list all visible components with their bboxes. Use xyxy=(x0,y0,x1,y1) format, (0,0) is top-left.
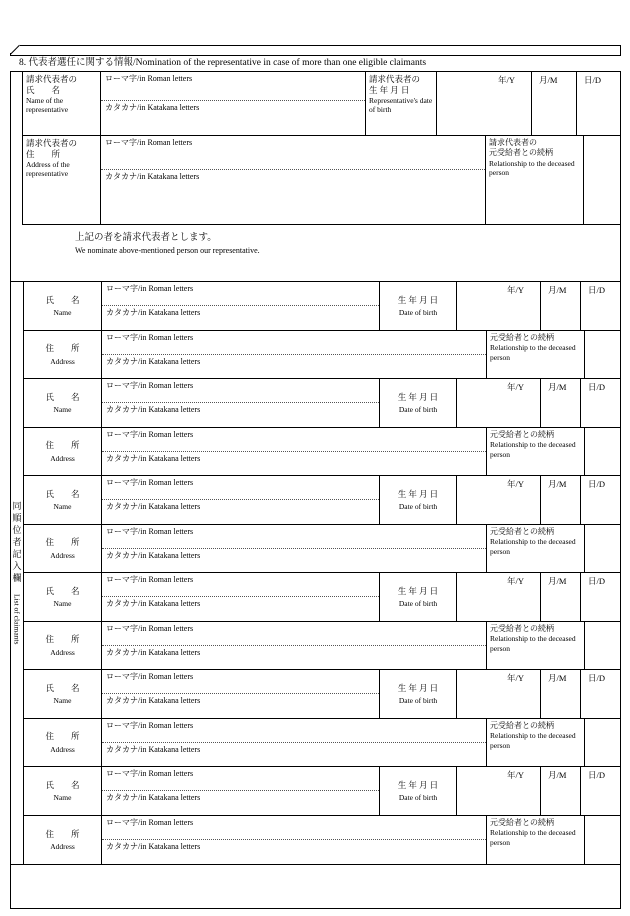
representative-name-label-ja2: 氏 名 xyxy=(26,85,61,96)
claimant-relationship-input-cell[interactable] xyxy=(585,525,620,572)
claimants-side-label xyxy=(11,282,24,864)
claimant-address-label xyxy=(24,428,102,475)
representative-relationship-label xyxy=(486,136,584,224)
claimant-address-label-ja: 住 所 xyxy=(45,731,80,742)
claimant-dob-year-field[interactable]: 年/Y xyxy=(506,479,524,489)
claimant-block xyxy=(24,573,620,670)
claimant-dob-month-field[interactable]: 月/M xyxy=(540,670,580,718)
claimant-address-label xyxy=(24,719,102,766)
claimant-name-label-ja: 氏 名 xyxy=(45,488,80,499)
claimant-relationship-label-en: Relationship to the deceased person xyxy=(490,537,576,556)
claimant-address-label-ja: 住 所 xyxy=(45,343,80,354)
claimant-address-input-cell xyxy=(102,428,487,475)
representative-address-katakana-field[interactable]: カタカナ/in Katakana letters xyxy=(105,172,200,181)
claimant-relationship-label xyxy=(487,331,585,378)
representative-dob-label xyxy=(366,72,437,135)
claimant-relationship-label-ja: 元受給者との続柄 xyxy=(490,430,554,439)
claimant-name-katakana-field[interactable]: カタカナ/in Katakana letters xyxy=(106,308,201,317)
representative-address-roman-field[interactable]: ローマ字/in Roman letters xyxy=(101,136,485,170)
representative-name-label xyxy=(23,72,101,135)
claimant-dob-input-cell xyxy=(457,573,620,621)
claimant-name-label-en: Name xyxy=(53,599,72,609)
claimant-name-label xyxy=(24,573,102,621)
claimant-dob-day-field[interactable]: 日/D xyxy=(580,573,620,621)
claimant-relationship-input-cell[interactable] xyxy=(585,816,620,864)
claimant-address-roman-field[interactable]: ローマ字/in Roman letters xyxy=(102,331,486,355)
claimant-dob-year-field[interactable]: 年/Y xyxy=(506,673,524,683)
claimant-name-roman-field[interactable]: ローマ字/in Roman letters xyxy=(102,573,379,597)
claimant-dob-label-en: Date of birth xyxy=(398,599,438,609)
claimant-name-katakana-field[interactable]: カタカナ/in Katakana letters xyxy=(106,502,201,511)
claimant-address-input-cell xyxy=(102,622,487,669)
claimant-dob-day-field[interactable]: 日/D xyxy=(580,476,620,524)
representative-dob-day-field[interactable]: 日/D xyxy=(576,72,620,135)
claimant-dob-input-cell xyxy=(457,379,620,427)
claimants-list xyxy=(24,282,620,864)
claimant-relationship-label-en: Relationship to the deceased person xyxy=(490,634,576,653)
claimant-name-label xyxy=(24,476,102,524)
claimant-address-label xyxy=(24,525,102,572)
representative-table xyxy=(22,71,621,225)
claimants-table xyxy=(10,281,621,865)
claimant-dob-month-field[interactable]: 月/M xyxy=(540,379,580,427)
claimant-name-roman-field[interactable]: ローマ字/in Roman letters xyxy=(102,670,379,694)
representative-address-label-ja1: 請求代表者の xyxy=(26,138,78,148)
claimant-address-label-ja: 住 所 xyxy=(45,634,80,645)
claimant-dob-year-field[interactable]: 年/Y xyxy=(506,285,524,295)
representative-address-label-en: Address of the representative xyxy=(26,160,70,179)
claimant-name-katakana-field[interactable]: カタカナ/in Katakana letters xyxy=(106,599,201,608)
claimant-address-label-en: Address xyxy=(50,842,75,852)
claimant-relationship-input-cell[interactable] xyxy=(585,331,620,378)
claimant-relationship-input-cell[interactable] xyxy=(585,719,620,766)
claimant-name-label xyxy=(24,282,102,330)
claimant-name-input-cell xyxy=(102,282,380,330)
claimant-dob-month-field[interactable]: 月/M xyxy=(540,767,580,815)
section-title: 8. 代表者選任に関する情報/Nomination of the representative in case of more than one eligible claimants xyxy=(10,55,621,72)
claimant-address-roman-field[interactable]: ローマ字/in Roman letters xyxy=(102,816,486,840)
representative-dob-year-field[interactable]: 年/Y xyxy=(497,75,515,85)
representative-address-label xyxy=(23,136,101,224)
claimant-address-roman-field[interactable]: ローマ字/in Roman letters xyxy=(102,525,486,549)
claimant-name-label-en: Name xyxy=(53,308,72,318)
claimant-dob-day-field[interactable]: 日/D xyxy=(580,379,620,427)
claimant-dob-year-field[interactable]: 年/Y xyxy=(506,576,524,586)
claimant-relationship-label xyxy=(487,719,585,766)
claimant-address-label-ja: 住 所 xyxy=(45,440,80,451)
claimant-dob-input-cell xyxy=(457,767,620,815)
claimant-relationship-label-ja: 元受給者との続柄 xyxy=(490,333,554,342)
representative-relationship-input-cell[interactable] xyxy=(584,136,620,224)
claimant-relationship-label-en: Relationship to the deceased person xyxy=(490,731,576,750)
claimant-address-input-cell xyxy=(102,331,487,378)
claimant-dob-label xyxy=(380,476,457,524)
claimants-side-label-en: List of claimants xyxy=(12,594,22,645)
representative-dob-label-ja1: 請求代表者の xyxy=(369,74,421,84)
nomination-statement-ja: 上記の者を請求代表者とします。 xyxy=(75,233,217,243)
claimant-address-label xyxy=(24,622,102,669)
claimant-name-label-en: Name xyxy=(53,502,72,512)
claimant-relationship-label xyxy=(487,816,585,864)
claimant-dob-day-field[interactable]: 日/D xyxy=(580,282,620,330)
claimant-name-input-cell xyxy=(102,476,380,524)
claimant-address-label-ja: 住 所 xyxy=(45,828,80,839)
claimant-name-label xyxy=(24,767,102,815)
claimant-address-katakana-field[interactable]: カタカナ/in Katakana letters xyxy=(106,454,201,463)
claimant-address-label xyxy=(24,816,102,864)
claimant-dob-month-field[interactable]: 月/M xyxy=(540,282,580,330)
claimant-name-label-ja: 氏 名 xyxy=(45,294,80,305)
representative-dob-label-ja2: 生 年 月 日 xyxy=(369,85,410,96)
claimant-address-label xyxy=(24,331,102,378)
representative-name-input-cell xyxy=(101,72,366,135)
claimant-relationship-input-cell[interactable] xyxy=(585,428,620,475)
claimant-dob-label xyxy=(380,379,457,427)
claimant-dob-label-en: Date of birth xyxy=(398,793,438,803)
claimant-relationship-label-ja: 元受給者との続柄 xyxy=(490,624,554,633)
representative-address-input-cell xyxy=(101,136,486,224)
representative-relationship-label-ja2: 元受給者との続柄 xyxy=(489,148,553,158)
claimant-name-roman-field[interactable]: ローマ字/in Roman letters xyxy=(102,379,379,403)
claimant-relationship-label-ja: 元受給者との続柄 xyxy=(490,818,554,827)
claimant-name-label xyxy=(24,670,102,718)
claimant-dob-label-ja: 生 年 月 日 xyxy=(397,294,439,305)
claimant-name-label-en: Name xyxy=(53,405,72,415)
claimant-dob-label-en: Date of birth xyxy=(398,502,438,512)
representative-relationship-label-ja1: 請求代表者の xyxy=(489,138,537,147)
claimant-dob-year-field[interactable]: 年/Y xyxy=(506,382,524,392)
claimant-dob-label-ja: 生 年 月 日 xyxy=(397,585,439,596)
claimant-dob-year-field[interactable]: 年/Y xyxy=(506,770,524,780)
claimant-address-label-en: Address xyxy=(50,647,75,657)
claimant-dob-label-ja: 生 年 月 日 xyxy=(397,682,439,693)
representative-dob-month-field[interactable]: 月/M xyxy=(531,72,576,135)
claimant-block xyxy=(24,767,620,864)
claimant-relationship-label-en: Relationship to the deceased person xyxy=(490,828,576,847)
claimant-name-katakana-field[interactable]: カタカナ/in Katakana letters xyxy=(106,405,201,414)
claimant-address-katakana-field[interactable]: カタカナ/in Katakana letters xyxy=(106,551,201,560)
claimant-dob-label-en: Date of birth xyxy=(398,405,438,415)
claimant-address-roman-field[interactable]: ローマ字/in Roman letters xyxy=(102,622,486,646)
claimant-dob-label xyxy=(380,573,457,621)
claimant-relationship-label-ja: 元受給者との続柄 xyxy=(490,527,554,536)
nomination-statement xyxy=(75,229,260,255)
claimant-address-roman-field[interactable]: ローマ字/in Roman letters xyxy=(102,719,486,743)
claimant-dob-label xyxy=(380,282,457,330)
claimant-dob-label xyxy=(380,670,457,718)
claimant-address-input-cell xyxy=(102,816,487,864)
claimant-relationship-label-en: Relationship to the deceased person xyxy=(490,343,576,362)
representative-address-label-ja2: 住 所 xyxy=(26,149,61,160)
claimant-name-label-ja: 氏 名 xyxy=(45,779,80,790)
claimant-block xyxy=(24,476,620,573)
claimant-block xyxy=(24,670,620,767)
claimant-block xyxy=(24,282,620,379)
claimant-relationship-label-en: Relationship to the deceased person xyxy=(490,440,576,459)
claimant-address-roman-field[interactable]: ローマ字/in Roman letters xyxy=(102,428,486,452)
claimant-dob-label-ja: 生 年 月 日 xyxy=(397,391,439,402)
claimant-name-label-en: Name xyxy=(53,696,72,706)
claimant-address-label-en: Address xyxy=(50,356,75,366)
claimant-dob-day-field[interactable]: 日/D xyxy=(580,767,620,815)
claimant-name-katakana-field[interactable]: カタカナ/in Katakana letters xyxy=(106,793,201,802)
claimant-dob-month-field[interactable]: 月/M xyxy=(540,476,580,524)
claimant-name-katakana-field[interactable]: カタカナ/in Katakana letters xyxy=(106,696,201,705)
claimant-dob-month-field[interactable]: 月/M xyxy=(540,573,580,621)
claimant-address-katakana-field[interactable]: カタカナ/in Katakana letters xyxy=(106,745,201,754)
claimant-address-label-en: Address xyxy=(50,550,75,560)
claimant-address-katakana-field[interactable]: カタカナ/in Katakana letters xyxy=(106,648,201,657)
claimant-dob-day-field[interactable]: 日/D xyxy=(580,670,620,718)
claimant-name-label-ja: 氏 名 xyxy=(45,682,80,693)
claimant-address-katakana-field[interactable]: カタカナ/in Katakana letters xyxy=(106,357,201,366)
claimant-dob-input-cell xyxy=(457,670,620,718)
claimant-name-input-cell xyxy=(102,573,380,621)
representative-name-katakana-field[interactable]: カタカナ/in Katakana letters xyxy=(105,103,200,112)
representative-name-label-ja1: 請求代表者の xyxy=(26,74,78,84)
claimant-dob-label xyxy=(380,767,457,815)
claimant-dob-input-cell xyxy=(457,476,620,524)
nomination-statement-en: We nominate above-mentioned person our representative. xyxy=(75,246,260,255)
claimant-dob-label-en: Date of birth xyxy=(398,308,438,318)
claimant-dob-input-cell xyxy=(457,282,620,330)
claimant-name-roman-field[interactable]: ローマ字/in Roman letters xyxy=(102,476,379,500)
claimant-dob-label-en: Date of birth xyxy=(398,696,438,706)
claimant-address-katakana-field[interactable]: カタカナ/in Katakana letters xyxy=(106,842,201,851)
claimant-relationship-label xyxy=(487,525,585,572)
claimant-dob-label-ja: 生 年 月 日 xyxy=(397,779,439,790)
representative-name-label-en: Name of the representative xyxy=(26,96,69,115)
representative-relationship-label-en: Relationship to the deceased person xyxy=(489,158,575,178)
claimant-relationship-input-cell[interactable] xyxy=(585,622,620,669)
claimant-address-label-en: Address xyxy=(50,453,75,463)
representative-dob-input-cell xyxy=(437,72,620,135)
claimant-name-input-cell xyxy=(102,767,380,815)
claimant-name-label-ja: 氏 名 xyxy=(45,391,80,402)
claimant-name-roman-field[interactable]: ローマ字/in Roman letters xyxy=(102,767,379,791)
claimant-name-label-ja: 氏 名 xyxy=(45,585,80,596)
claimant-address-label-ja: 住 所 xyxy=(45,537,80,548)
claimant-name-input-cell xyxy=(102,379,380,427)
claimant-dob-label-ja: 生 年 月 日 xyxy=(397,488,439,499)
claimant-address-input-cell xyxy=(102,719,487,766)
claimant-address-input-cell xyxy=(102,525,487,572)
claimant-name-input-cell xyxy=(102,670,380,718)
claimant-relationship-label xyxy=(487,622,585,669)
representative-name-roman-field[interactable]: ローマ字/in Roman letters xyxy=(101,72,365,101)
claimant-relationship-label xyxy=(487,428,585,475)
claimants-side-label-ja: 同順位者記入欄 xyxy=(11,501,22,586)
claimant-name-label-en: Name xyxy=(53,793,72,803)
claimant-name-label xyxy=(24,379,102,427)
claimant-relationship-label-ja: 元受給者との続柄 xyxy=(490,721,554,730)
claimant-name-roman-field[interactable]: ローマ字/in Roman letters xyxy=(102,282,379,306)
representative-dob-label-en: Representative's date of birth xyxy=(369,96,433,115)
claimant-address-label-en: Address xyxy=(50,744,75,754)
claimant-block xyxy=(24,379,620,476)
